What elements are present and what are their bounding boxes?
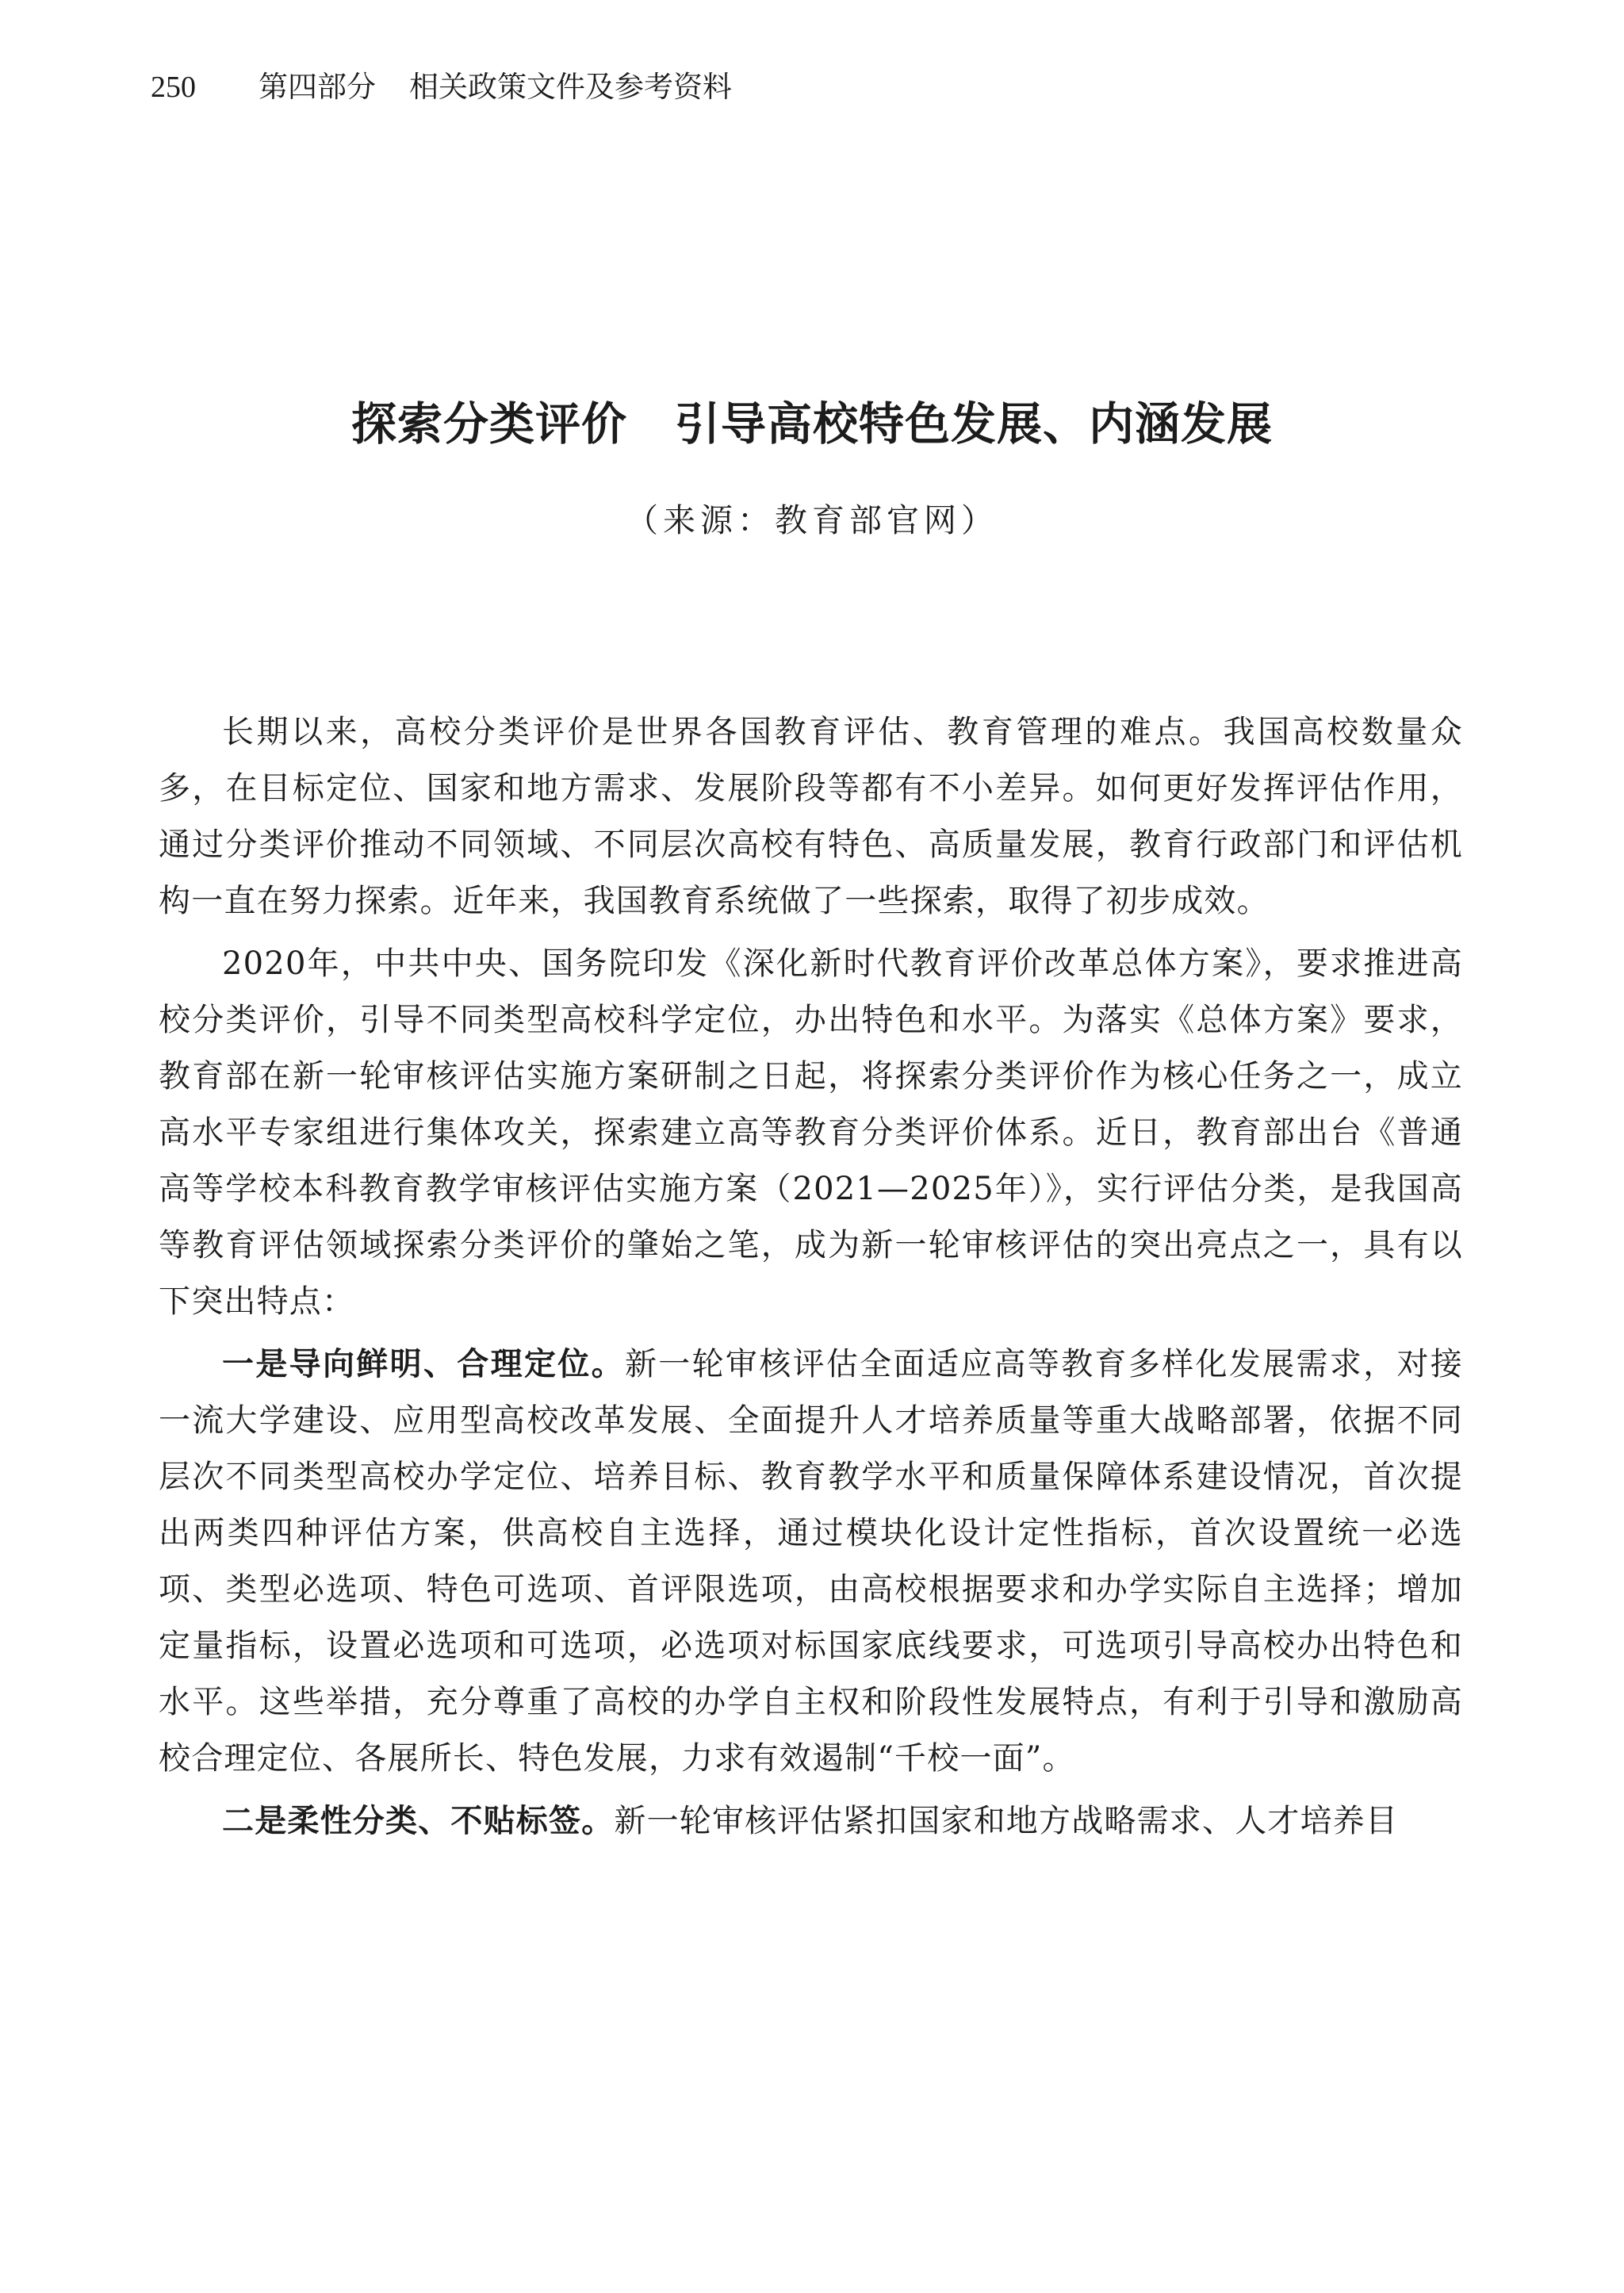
paragraph-2: [159, 936, 1463, 1330]
paragraph-4: [159, 1793, 1463, 1850]
article-source: （来源：教育部官网）: [626, 501, 998, 539]
article-title-part1: 探索分类评价: [351, 398, 627, 451]
paragraph-lead: 一是导向鲜明、合理定位。: [222, 1346, 625, 1382]
header-part-title: 相关政策文件及参考资料: [409, 70, 732, 104]
article-body: [159, 704, 1463, 1856]
running-header: [151, 70, 732, 105]
header-section: 第四部分: [259, 70, 376, 104]
article-title-part2: 引导高校特色发展、内涵发展: [675, 398, 1273, 451]
paragraph-1: [159, 704, 1463, 930]
paragraph-text: 新一轮审核评估全面适应高等教育多样化发展需求，对接一流大学建设、应用型高校改革发展、全面提升人才培养质量等重大战略部署，依据不同层次不同类型高校办学定位、培养目标、教育教学水平和质量保障体系建设情况，首次提出两类四种评估方案，供高校自主选择，通过模块化设计定性指标，首次设置统一必选项、类型必选项、特色可选项、首评限选项，由高校根据要求和办学实际自主选择；增加定量指标，设置必选项和可选项，必选项对标国家底线要求，可选项引导高校办出特色和水平。这些举措，充分尊重了高校的办学自主权和阶段性发展特点，有利于引导和激励高校合理定位、各展所长、特色发展，力求有效遏制“千校一面”。: [159, 1346, 1463, 1777]
paragraph-text: 长期以来，高校分类评价是世界各国教育评估、教育管理的难点。我国高校数量众多，在目标定位、国家和地方需求、发展阶段等都有不小差异。如何更好发挥评估作用，通过分类评价推动不同领域、不同层次高校有特色、高质量发展，教育行政部门和评估机构一直在努力探索。近年来，我国教育系统做了一些探索，取得了初步成效。: [159, 714, 1463, 919]
paragraph-lead: 二是柔性分类、不贴标签。: [222, 1803, 615, 1839]
paragraph-3: [159, 1336, 1463, 1787]
page-number: 250: [151, 71, 196, 104]
paragraph-text: 2020年，中共中央、国务院印发《深化新时代教育评价改革总体方案》，要求推进高校分类评价，引导不同类型高校科学定位，办出特色和水平。为落实《总体方案》要求，教育部在新一轮审核评估实施方案研制之日起，将探索分类评价作为核心任务之一，成立高水平专家组进行集体攻关，探索建立高等教育分类评价体系。近日，教育部出台《普通高等学校本科教育教学审核评估实施方案（2021—2025年）》，实行评估分类，是我国高等教育评估领域探索分类评价的肇始之笔，成为新一轮审核评估的突出亮点之一，具有以下突出特点：: [159, 945, 1463, 1320]
paragraph-text: 新一轮审核评估紧扣国家和地方战略需求、人才培养目: [614, 1803, 1399, 1839]
article-title: [0, 397, 1624, 452]
